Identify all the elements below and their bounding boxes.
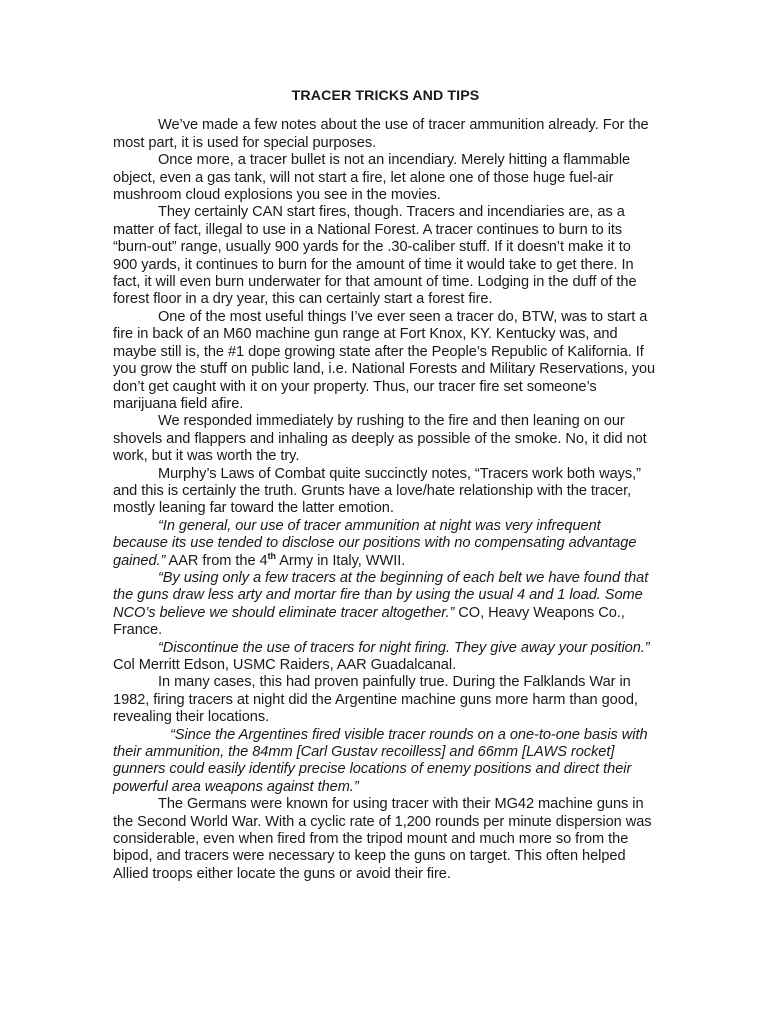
paragraph-murphys-laws: Murphy’s Laws of Combat quite succinctly notes, “Tracers work both ways,” and this is certainly the truth. Grunts have a love/hate relationship with the tracer, mostly leaning far toward the latter emotion.: [113, 465, 641, 517]
paragraph-responded: We responded immediately by rushing to the fire and then leaning on our shovels and flappers and inhaling as deeply as possible of the smoke. No, it did not work, but it was worth the try.: [113, 413, 647, 465]
quote-argentines: [113, 727, 658, 797]
paragraph-not-incendiary: Once more, a tracer bullet is not an incendiary. Merely hitting a flammable object, even a gas tank, will not start a fire, let alone one of those huge fuel-air mushroom cloud explosions you see in the movies.: [113, 152, 631, 204]
quote-attribution-superscript: th: [267, 550, 277, 561]
paragraph-tracer-notes: We’ve made a few notes about the use of tracer ammunition already. For the most part, it is used for special purposes.: [113, 117, 649, 151]
paragraph-falklands: In many cases, this had proven painfully true. During the Falklands War in 1982, firing tracers at night did the Argentine machine guns more harm than good, revealing their locations.: [113, 674, 638, 726]
document-title: TRACER TRICKS AND TIPS: [291, 88, 480, 104]
quote-attribution: CO, Heavy Weapons Co., France.: [113, 604, 625, 639]
paragraph-can-start-fires: They certainly CAN start fires, though. Tracers and incendiaries are, as a matter of fact, illegal to use in a National Forest. A tracer continues to burn to its “burn-out” range, usually 900 yards for the .30-caliber stuff. If it doesn’t make it to 900 yards, it continues to burn for the amount of time it would take to get there. In fact, it will even burn underwater for that amount of time. Lodging in the duff of the forest floor in a dry year, this can certainly start a forest fire.: [113, 204, 637, 308]
quote-italy-aar: [113, 518, 658, 570]
quote-text: “Discontinue the use of tracers for night firing. They give away your position.”: [158, 639, 650, 656]
quote-text: “Since the Argentines fired visible tracer rounds on a one-to-one basis with their ammunition, the 84mm [Carl Gustav recoilless] and 66mm [LAWS rocket] gunners could easily identify precise locations of enemy positions and direct their powerful area weapons against them.”: [113, 726, 648, 795]
quote-heavy-weapons: [113, 570, 658, 640]
quote-text: “In general, our use of tracer ammunition at night was very infrequent because its use tended to disclose our positions with no compensating advantage gained.”: [113, 517, 637, 569]
paragraph-germans-mg42: The Germans were known for using tracer with their MG42 machine guns in the Second World War. With a cyclic rate of 1,200 rounds per minute dispersion was considerable, even when fired from the tripod mount and much more so from the bipod, and tracers were necessary to keep the guns on target. This often helped Allied troops either locate the guns or avoid their fire.: [113, 796, 652, 882]
quote-attribution-tail: Army in Italy, WWII.: [276, 552, 406, 569]
quote-attribution: AAR from the 4: [165, 552, 268, 569]
quote-text: “By using only a few tracers at the beginning of each belt we have found that the guns draw less arty and mortar fire than by using the usual 4 and 1 load. Some NCO’s believe we should eliminate tracer altogether.”: [113, 569, 649, 621]
quote-attribution: Col Merritt Edson, USMC Raiders, AAR Guadalcanal.: [113, 657, 457, 673]
document-page: [113, 88, 658, 883]
paragraph-fort-knox: One of the most useful things I’ve ever seen a tracer do, BTW, was to start a fire in back of an M60 machine gun range at Fort Knox, KY. Kentucky was, and maybe still is, the #1 dope growing state after the People’s Republic of Kalifornia. If you grow the stuff on public land, i.e. National Forests and Military Reservations, you don’t get caught with it on your property. Thus, our tracer fire set someone’s marijuana field afire.: [113, 308, 656, 412]
quote-edson: [113, 640, 658, 675]
